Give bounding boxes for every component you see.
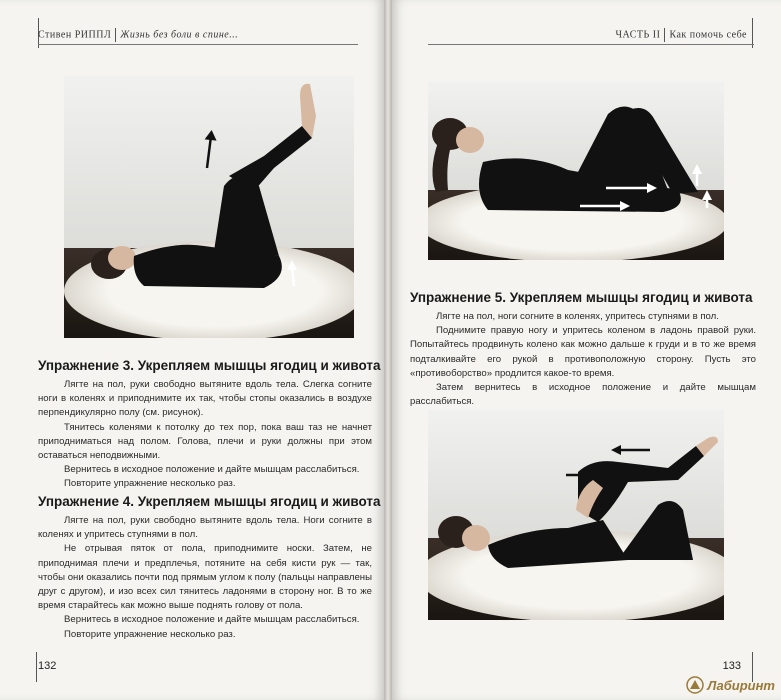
exercise-5-paragraph: Поднимите правую ногу и упритесь коленом в ладонь правой руки. Попытайтесь продвинуть колено как можно дальше к груди и в то же время подталкивайте его рукой в противоположную сторону. Пусть это «противоборство» продлится какое-то время. bbox=[410, 325, 756, 379]
left-page bbox=[0, 0, 384, 700]
header-rule bbox=[428, 44, 754, 45]
exercise-5-paragraph: Лягте на пол, ноги согните в коленях, упритесь ступнями в пол. bbox=[436, 311, 719, 322]
exercise-3-paragraph: Лягте на пол, руки свободно вытяните вдоль тела. Слегка согните ноги в коленях и приподнимите их так, чтобы стопы оказались в воздухе перпендикулярно полу (см. рисунок). bbox=[38, 379, 372, 419]
publisher-name: Лабиринт bbox=[707, 677, 775, 693]
exercise-5-text bbox=[410, 310, 756, 424]
exercise-4-text bbox=[38, 514, 372, 642]
exercise-5-title: Упражнение 5. Укрепляем мышцы ягодиц и живота bbox=[410, 290, 753, 305]
header-part: ЧАСТЬ II bbox=[615, 29, 661, 41]
labirint-logo-icon bbox=[686, 676, 704, 694]
header-rule bbox=[38, 44, 358, 45]
book-gutter bbox=[384, 0, 392, 700]
running-head-left bbox=[38, 28, 238, 42]
running-head-right bbox=[616, 28, 747, 42]
exercise-4-paragraph: Не отрывая пяток от пола, приподнимите носки. Затем, не приподнимая плечи и предплечья, потяните на себя кисти рук — так, чтобы они оказались почти под прямым углом к полу (пальцы направлены друг с другом), и изо всех сил тянитесь ладонями в сторону ног. В то же время старайтесь как можно выше поднять голову от пола. bbox=[38, 543, 372, 612]
exercise-5-photo-top bbox=[428, 82, 724, 260]
page-number-right: 133 bbox=[722, 660, 741, 672]
header-separator bbox=[115, 28, 116, 42]
header-section: Как помочь себе bbox=[669, 29, 747, 41]
publisher-watermark bbox=[686, 676, 775, 694]
exercise-3-text bbox=[38, 378, 372, 492]
exercise-4-title: Упражнение 4. Укрепляем мышцы ягодиц и живота bbox=[38, 494, 381, 509]
exercise-4-paragraph: Повторите упражнение несколько раз. bbox=[64, 628, 236, 640]
header-book-title: Жизнь без боли в спине... bbox=[120, 29, 239, 41]
exercise-5-photo-bottom bbox=[428, 410, 724, 620]
woman-figure bbox=[64, 76, 354, 338]
exercise-3-paragraph: Тянитесь коленями к потолку до тех пор, пока ваш таз не начнет приподниматься над полом. Голова, плечи и руки должны при этом оставаться неподвижными. bbox=[38, 421, 372, 462]
header-author: Стивен РИППЛ bbox=[38, 29, 112, 41]
exercise-3-title: Упражнение 3. Укрепляем мышцы ягодиц и живота bbox=[38, 358, 381, 373]
exercise-4-paragraph: Вернитесь в исходное положение и дайте мышцам расслабиться. bbox=[64, 614, 360, 626]
page-number-rule bbox=[36, 652, 37, 682]
exercise-3-paragraph: Повторите упражнение несколько раз. bbox=[64, 478, 236, 490]
header-separator bbox=[664, 28, 665, 42]
woman-figure bbox=[428, 82, 724, 260]
exercise-3-paragraph: Вернитесь в исходное положение и дайте мышцам расслабиться. bbox=[64, 464, 360, 476]
exercise-3-photo bbox=[64, 76, 354, 338]
right-page bbox=[392, 0, 781, 700]
exercise-4-paragraph: Лягте на пол, руки свободно вытяните вдоль тела. Ноги согните в коленях и упритесь ступнями в пол. bbox=[38, 515, 372, 541]
page-number-left: 132 bbox=[38, 660, 57, 672]
woman-figure bbox=[428, 410, 724, 620]
exercise-5-paragraph: Затем вернитесь в исходное положение и дайте мышцам расслабиться. bbox=[410, 382, 756, 408]
